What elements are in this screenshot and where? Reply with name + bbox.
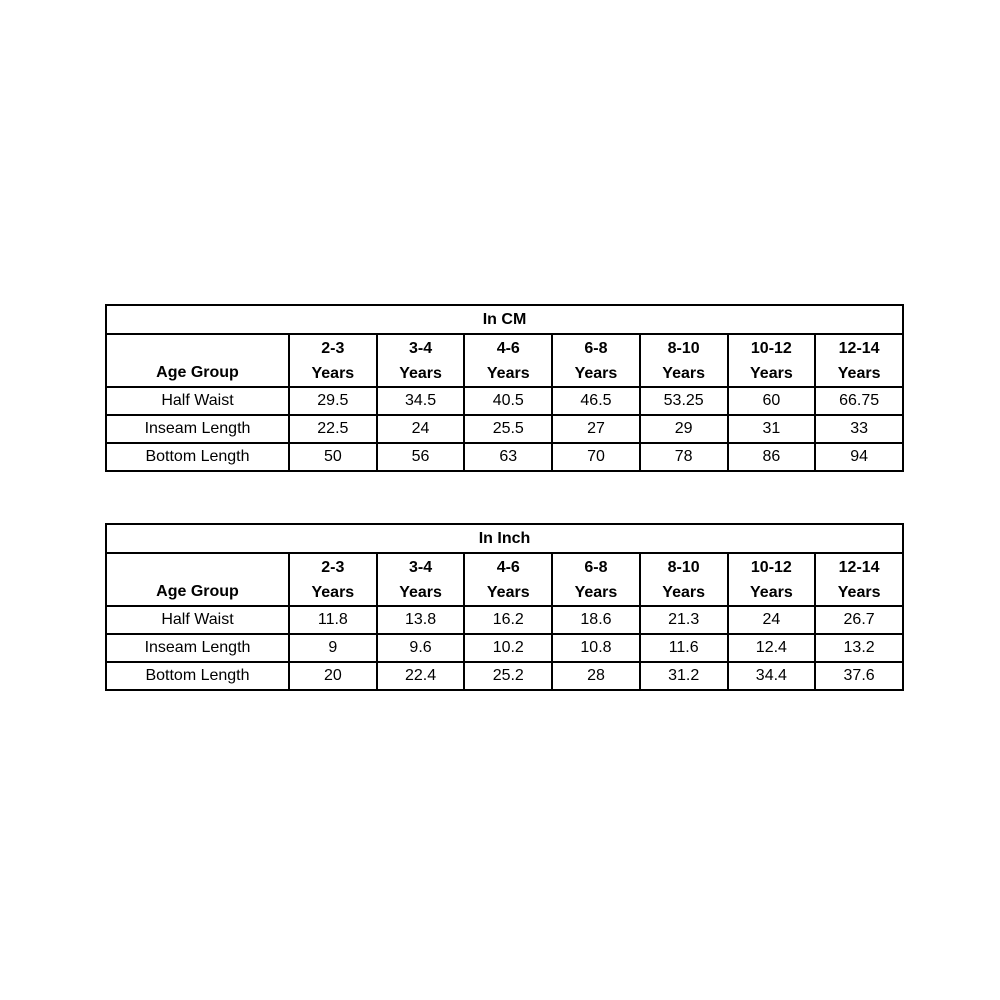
table-cell: 13.8: [377, 606, 465, 634]
table-cell: 46.5: [552, 387, 640, 415]
table-cell: 22.5: [289, 415, 377, 443]
column-header: 12-14 Years: [815, 334, 903, 387]
table-header-row: [106, 334, 903, 387]
table-cell: 25.2: [464, 662, 552, 690]
age-group-header: Age Group: [106, 334, 289, 387]
table-row: [106, 606, 903, 634]
table-row: [106, 443, 903, 471]
table-cell: 25.5: [464, 415, 552, 443]
row-label: Inseam Length: [106, 415, 289, 443]
table-cell: 11.6: [640, 634, 728, 662]
table-cell: 22.4: [377, 662, 465, 690]
age-group-header: Age Group: [106, 553, 289, 606]
table-cell: 27: [552, 415, 640, 443]
column-header: 4-6 Years: [464, 334, 552, 387]
column-header: 8-10 Years: [640, 553, 728, 606]
table-cell: 53.25: [640, 387, 728, 415]
table-cell: 12.4: [728, 634, 816, 662]
size-table-inch: [105, 523, 904, 691]
column-header: 8-10 Years: [640, 334, 728, 387]
table-cell: 56: [377, 443, 465, 471]
table-cell: 66.75: [815, 387, 903, 415]
table-cell: 31.2: [640, 662, 728, 690]
column-header: 4-6 Years: [464, 553, 552, 606]
column-header: 6-8 Years: [552, 334, 640, 387]
row-label: Bottom Length: [106, 443, 289, 471]
column-header: 12-14 Years: [815, 553, 903, 606]
column-header: 10-12 Years: [728, 334, 816, 387]
table-cell: 94: [815, 443, 903, 471]
table-row: [106, 387, 903, 415]
table-title-row: [106, 524, 903, 553]
table-cell: 34.5: [377, 387, 465, 415]
table-cell: 26.7: [815, 606, 903, 634]
table-cell: 16.2: [464, 606, 552, 634]
table-title: In Inch: [106, 524, 903, 553]
table-cell: 40.5: [464, 387, 552, 415]
table-cell: 63: [464, 443, 552, 471]
table-row: [106, 634, 903, 662]
row-label: Half Waist: [106, 606, 289, 634]
table-cell: 24: [377, 415, 465, 443]
column-header: 6-8 Years: [552, 553, 640, 606]
table-row: [106, 415, 903, 443]
table-title-row: [106, 305, 903, 334]
table-cell: 33: [815, 415, 903, 443]
table-cell: 60: [728, 387, 816, 415]
table-cell: 28: [552, 662, 640, 690]
table-cell: 13.2: [815, 634, 903, 662]
column-header: 3-4 Years: [377, 334, 465, 387]
table-cell: 10.8: [552, 634, 640, 662]
table-cell: 29.5: [289, 387, 377, 415]
table-cell: 24: [728, 606, 816, 634]
table-cell: 37.6: [815, 662, 903, 690]
column-header: 2-3 Years: [289, 334, 377, 387]
table-row: [106, 662, 903, 690]
row-label: Bottom Length: [106, 662, 289, 690]
table-cell: 31: [728, 415, 816, 443]
table-cell: 70: [552, 443, 640, 471]
table-cell: 9: [289, 634, 377, 662]
table-cell: 78: [640, 443, 728, 471]
column-header: 2-3 Years: [289, 553, 377, 606]
table-cell: 11.8: [289, 606, 377, 634]
row-label: Half Waist: [106, 387, 289, 415]
size-table-cm: [105, 304, 904, 472]
table-title: In CM: [106, 305, 903, 334]
table-cell: 21.3: [640, 606, 728, 634]
row-label: Inseam Length: [106, 634, 289, 662]
column-header: 10-12 Years: [728, 553, 816, 606]
table-cell: 20: [289, 662, 377, 690]
table-cell: 50: [289, 443, 377, 471]
table-cell: 10.2: [464, 634, 552, 662]
column-header: 3-4 Years: [377, 553, 465, 606]
table-cell: 29: [640, 415, 728, 443]
table-cell: 86: [728, 443, 816, 471]
table-cell: 34.4: [728, 662, 816, 690]
table-cell: 18.6: [552, 606, 640, 634]
table-header-row: [106, 553, 903, 606]
table-cell: 9.6: [377, 634, 465, 662]
